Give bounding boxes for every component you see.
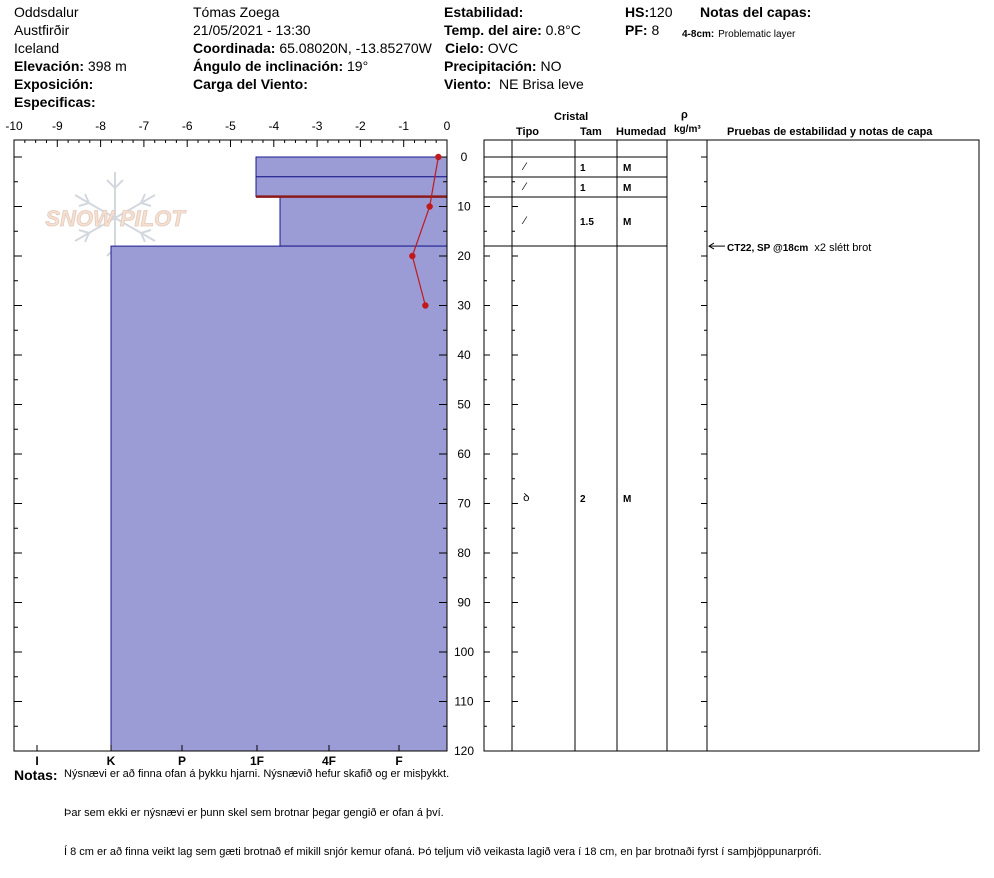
- row3-type-symbol: ⁄: [524, 215, 526, 227]
- notes-line2: Þar sem ekki er nýsnævi er þunn skel sem brotnar þegar gengið er ofan á því.: [64, 807, 444, 819]
- depth-tick-label: 70: [457, 496, 471, 511]
- depth-tick-label: 10: [457, 199, 471, 214]
- temperature-point: [435, 154, 441, 160]
- depth-tick-label: 50: [457, 397, 471, 412]
- row2-type-symbol: ⁄: [524, 181, 526, 193]
- stability-label: Estabilidad:: [444, 4, 524, 20]
- layer-table: [484, 140, 979, 751]
- hardness-layer-2: [256, 177, 447, 197]
- row1-size: 1: [580, 163, 586, 174]
- elevation-label: Elevación:: [14, 58, 85, 74]
- slope-label: Ángulo de inclinación:: [193, 58, 344, 74]
- coordinate-label: Coordinada:: [193, 40, 276, 56]
- test-result-text: x2 slétt brot: [814, 242, 872, 254]
- row4-type-symbol: ꝺ: [523, 492, 530, 504]
- temp-tick-label: -5: [225, 119, 236, 133]
- header-density-unit: kg/m³: [674, 124, 701, 135]
- temperature-point: [422, 302, 428, 308]
- notes-line3: Í 8 cm er að finna veikt lag sem gæti brotnað ef mikill snjór kemur ofaná. Þó teljum við veikasta lagið vera í 18 cm, en þar brotnaði fyrst í samþjöppunarprófi.: [64, 846, 822, 858]
- row3-moisture: M: [623, 217, 632, 228]
- temperature-point: [409, 253, 415, 259]
- hs-value: 120: [649, 4, 673, 20]
- row4-size: 2: [580, 494, 586, 505]
- specifics-label: Especificas:: [14, 94, 96, 110]
- hardness-layer-1: [256, 157, 447, 177]
- row2-moisture: M: [623, 183, 632, 194]
- header-size: Tam: [580, 126, 602, 138]
- temp-tick-label: -4: [268, 119, 280, 133]
- header-tests: Pruebas de estabilidad y notas de capa: [727, 126, 933, 138]
- stability-test-note: [727, 240, 871, 256]
- region-name: Austfirðir: [14, 22, 70, 38]
- hardness-layer-4: [111, 246, 447, 751]
- precip-value: NO: [540, 58, 562, 74]
- temp-tick-label: -1: [398, 119, 410, 133]
- coordinate-value: 65.08020N, -13.85270W: [279, 40, 432, 56]
- pf-value: 8: [651, 22, 660, 38]
- hardness-tick-label: F: [395, 754, 403, 768]
- temp-tick-label: -8: [95, 119, 106, 133]
- depth-tick-label: 110: [454, 694, 474, 709]
- layer-note-text: Problematic layer: [718, 29, 796, 40]
- depth-tick-label: 60: [457, 447, 471, 461]
- header-rho: ρ: [681, 109, 688, 121]
- header-crystal: Cristal: [554, 111, 589, 123]
- sky-label: Cielo:: [445, 40, 484, 56]
- hardness-tick-label: I: [35, 754, 39, 768]
- row1-moisture: M: [623, 163, 632, 174]
- hardness-layer-3: [280, 197, 447, 247]
- hs-label: HS:: [625, 4, 650, 20]
- layer-notes-label: Notas del capas:: [700, 4, 812, 20]
- depth-tick-label: 20: [457, 249, 471, 263]
- hardness-tick-label: 4F: [321, 754, 337, 768]
- hardness-tick-label: P: [177, 754, 187, 768]
- sky-value: OVC: [487, 40, 519, 56]
- temperature-point: [426, 203, 432, 209]
- hardness-tick-label: K: [106, 754, 116, 768]
- test-result-bold: CT22, SP @18cm: [727, 243, 809, 254]
- depth-tick-label: 120: [453, 744, 475, 758]
- notes-label: Notas:: [14, 767, 58, 783]
- location-name: Oddsdalur: [14, 4, 79, 20]
- temp-tick-label: -3: [311, 119, 323, 133]
- exposure-label: Exposición:: [14, 76, 94, 92]
- temp-tick-label: 0: [443, 119, 451, 133]
- row1-type-symbol: ⁄: [524, 161, 526, 173]
- wind-value: NE Brisa leve: [498, 76, 584, 92]
- observation-datetime: 21/05/2021 - 13:30: [193, 22, 311, 38]
- temp-tick-label: -6: [181, 119, 193, 133]
- row4-moisture: M: [623, 494, 632, 505]
- header-moisture: Humedad: [616, 126, 667, 138]
- air-temp-value: 0.8°C: [545, 22, 581, 38]
- notes-line1: Nýsnævi er að finna ofan á þykku hjarni. Nýsnævið hefur skafið og er misþykkt.: [64, 768, 450, 780]
- watermark-text: SNOW PILOT: [45, 206, 185, 231]
- temp-tick-label: -10: [5, 119, 23, 133]
- temp-tick-label: -9: [51, 119, 63, 133]
- table-frame: [484, 140, 979, 751]
- depth-tick-label: 0: [460, 150, 468, 164]
- depth-tick-label: 100: [453, 645, 475, 659]
- precip-label: Precipitación:: [444, 58, 537, 74]
- slope-value: 19°: [347, 58, 369, 74]
- depth-tick-label: 30: [457, 298, 471, 313]
- temp-tick-label: -7: [138, 119, 150, 133]
- elevation-value: 398 m: [87, 58, 127, 74]
- air-temp-label: Temp. del aire:: [444, 22, 542, 38]
- depth-tick-label: 80: [457, 546, 471, 560]
- depth-tick-label: 40: [457, 348, 471, 362]
- row3-size: 1.5: [580, 217, 594, 228]
- observer-name: Tómas Zoega: [193, 4, 280, 20]
- layer-note-depth: 4-8cm:: [682, 29, 715, 40]
- pf-label: PF:: [625, 22, 648, 38]
- depth-tick-label: 90: [457, 595, 471, 610]
- temp-tick-label: -2: [355, 119, 366, 133]
- country-name: Iceland: [14, 40, 60, 56]
- row2-size: 1: [580, 183, 586, 194]
- wind-load-label: Carga del Viento:: [193, 76, 308, 92]
- hardness-tick-label: 1F: [249, 754, 265, 768]
- wind-label: Viento:: [444, 76, 492, 92]
- header-type: Tipo: [516, 126, 540, 138]
